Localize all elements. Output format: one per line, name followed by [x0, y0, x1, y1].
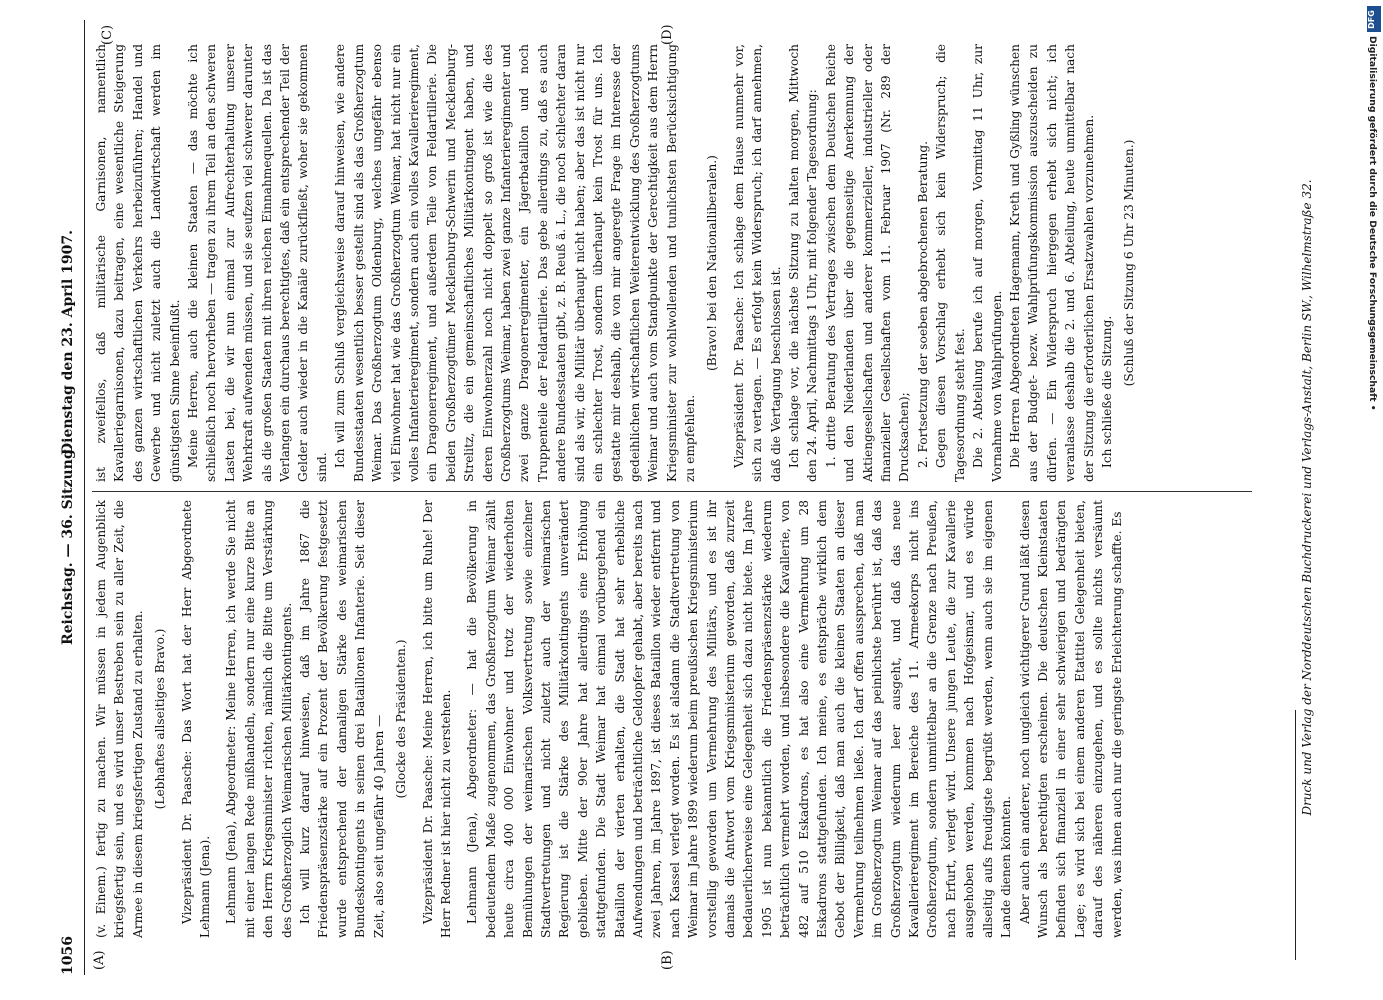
dfg-logo: DFG	[1367, 6, 1381, 32]
paragraph: Ich will zum Schluß vergleichsweise darauf hinweisen, wie andere Bundesstaaten wesentlich besser gestellt sind als das Großherzogtum Weimar. Das Großherzogtum Oldenburg, welches ungefähr ebenso viel Einwohner hat wie das Großherzogtum Weimar, hat nicht nur ein volles Infanterieregiment, sondern auch ein volles Kavallerieregiment, ein Dragonerregiment, und außerdem Teile von Feldartillerie. Die beiden Großherzogtümer Mecklenburg-Schwerin und Mecklenburg-Strelitz, die ein gemeinschaftliches Militärkontingent haben, und deren Einwohnerzahl noch nicht doppelt so groß ist wie die des Großherzogtums Weimar, haben zwei ganze Infanterieregimenter und zwei ganze Dragonerregimenter, ein Jägerbataillon und noch Truppenteile der Feldartillerie. Das gebe allerdings zu, daß es auch andere Bundesstaaten gibt, z. B. Reuß ä. L., die noch schlechter daran sind als wir, die Militär überhaupt nicht haben; aber das ist nicht nur ein schlechter Trost, sondern überhaupt kein Trost für uns. Ich gestatte mir deshalb, die von mir angeregte Frage im Interesse der gedeihlichen wirtschaftlichen Weiterentwicklung des Großherzogtums Weimar und auch vom Standpunkte der Gerechtigkeit aus dem Herrn Kriegsminister zur wohlwollenden und tunlichsten Berücksichtigung zu empfehlen.	[333, 44, 697, 482]
column-divider	[92, 491, 1252, 492]
page-number: 1056	[60, 936, 76, 975]
margin-marker-a: (A)	[92, 950, 107, 970]
paragraph: Vizepräsident Dr. Paasche: Ich schlage dem Hause nunmehr vor, sich zu vertagen. — Es erfolgt kein Widerspruch; ich darf annehmen, daß die Vertagung beschlossen ist.	[731, 44, 783, 482]
paragraph: Vizepräsident Dr. Paasche: Meine Herren, ich bitte um Ruhe! Der Herr Redner ist hier nicht zu verstehen.	[420, 500, 453, 938]
margin-marker-d: (D)	[660, 24, 675, 45]
digitization-note	[1367, 36, 1383, 996]
footer-rule	[1295, 710, 1296, 960]
right-column	[92, 44, 1262, 482]
paragraph: Lehmann (Jena), Abgeordneter: — hat die Bevölkerung in bedeutendem Maße zugenommen, das Großherzogtum Weimar zählt heute circa 400 000 Einwohner und trotz der wiederholten Bemühungen der weimarischen Volksvertretung sowie einzelner Stadtvertretungen und nicht zuletzt auch der weimarischen Regierung ist die Stärke des Militärkontingents unverändert geblieben. Mitte der 90er Jahre hat allerdings eine Erhöhung stattgefunden. Die Stadt Weimar hat einmal vorübergehend ein Bataillon der vierten erhalten, die Stadt hat sehr erhebliche Aufwendungen und beträchtliche Geldopfer gehabt, aber bereits nach zwei Jahren, im Jahre 1897, ist dieses Bataillon wieder entfernt und nach Kassel verlegt worden. Es ist alsdann die Stadtvertretung von Weimar im Jahre 1899 wiederum beim preußischen Kriegsministerium vorstellig geworden um Vermehrung des Militärs, und es ist ihr damals die Antwort vom Kriegsministerium geworden, daß zurzeit bedauerlicherweise eine Gelegenheit sich dazu nicht biete. Im Jahre 1905 ist nun bekanntlich die Friedenspräsenzstärke wiederum beträchtlich vermehrt worden, und insbesondere die Kavallerie, von 482 auf 510 Eskadrons, es hat also eine Vermehrung um 28 Eskadrons stattgefunden. Ich meine, es entspräche wirklich dem Gebot der Billigkeit, daß man auch die kleinen Staaten an dieser Vermehrung teilnehmen ließe. Ich darf offen aussprechen, daß man im Großherzogtum Weimar auf das peinlichste berührt ist, daß das Großherzogtum wiederum leer ausgeht, und daß das neue Kavallerieregiment im Bereiche des 11. Armeekorps nicht ins Großherzogtum, sondern unmittelbar an die Grenze nach Preußen, nach Erfurt, verlegt wird. Unsere jungen Leute, die zur Kavallerie ausgehoben werden, kommen nach Hofgeismar, und es würde allseitig aufs freudigste begrüßt werden, wenn auch sie im eigenen Lande dienen könnten.	[465, 500, 1014, 938]
page-header	[60, 20, 80, 975]
paragraph: Meine Herren, auch die kleinen Staaten — das möchte ich schließlich noch hervorheben — tragen zu ihrem Teil an den schweren Lasten bei, die wir nun einmal zur Aufrechterhaltung unserer Wehrkraft aufwenden müssen, und sie seufzen viel schwerer darunter als die großen Staaten mit ihren reichen Einnahmequellen. Da ist das Verlangen ein durchaus berechtigtes, daß ein entsprechender Teil der Gelder auch wieder in die Kanäle zurückfließt, woher sie gekommen sind.	[186, 44, 329, 482]
paragraph: 2. Fortsetzung der soeben abgebrochenen Beratung.	[915, 140, 930, 468]
paragraph: Die Herren Abgeordneten Hagemann, Kreth und Gyßling wünschen aus der Budget- bezw. Wahlprüfungskommission auszuscheiden zu dürfen. — Ein Widerspruch hiergegen erhebt sich nicht; ich veranlasse deshalb die 2. und 6. Abteilung, heute unmittelbar nach der Sitzung die erforderlichen Ersatzwahlen vorzunehmen.	[1007, 44, 1096, 482]
paragraph: Ich schlage vor, die nächste Sitzung zu halten morgen, Mittwoch den 24. April, Nachmittags 1 Uhr, mit folgender Tagesordnung:	[787, 44, 820, 482]
paragraph: (Glocke des Präsidenten.)	[394, 639, 409, 799]
paragraph: Ich will kurz darauf hinweisen, daß im Jahre 1867 die Friedenspräsenzstärke auf ein Prozent der Bevölkerung festgesetzt wurde entsprechend der damaligen Stärke des weimarischen Bundeskontingents in seinen drei Bataillonen Infanterie. Seit dieser Zeit, also seit ungefähr 40 Jahren —	[298, 500, 386, 938]
imprint-footer: Druck und Verlag der Norddeutschen Buchdruckerei und Verlags-Anstalt, Berlin SW., Wilhelmstraße 32.	[1300, 179, 1314, 816]
margin-marker-b: (B)	[660, 950, 675, 970]
paragraph: Ich schließe die Sitzung.	[1099, 315, 1114, 468]
header-rule	[84, 20, 85, 975]
paragraph: (v. Einem.) fertig zu machen. Wir müssen in jedem Augenblick kriegsfertig sein, und es wird unser Bestreben sein zu aller Zeit, die Armee in diesem kriegsfertigen Zustand zu erhalten.	[94, 500, 145, 938]
paragraph: ist zweifellos, daß militärische Garnisonen, namentlich Kavalleriegarnisonen, dazu beitragen, eine wesentliche Steigerung des ganzen wirtschaftlichen Verkehrs herbeizuführen; Handel und Gewerbe und nicht zuletzt auch die Landwirtschaft werden im günstigsten Sinne beeinflußt.	[94, 44, 182, 482]
paragraph: Aber auch ein anderer, noch ungleich wichtigerer Grund läßt diesen Wunsch als berechtigten erscheinen. Die deutschen Kleinstaaten befinden sich finanziell in einer sehr schwierigen und bedrängten Lage; es wird sich bei einem anderen Etattitel Gelegenheit bieten, darauf des näheren einzugehen, und es sollte nichts versäumt werden, was ihnen auch nur die geringste Erleichterung schaffte. Es	[1017, 500, 1124, 938]
digitization-text: Digitalisierung gefördert durch die Deutsche Forschungsgemeinschaft •	[1367, 36, 1378, 411]
paragraph: Die 2. Abteilung berufe ich auf morgen, Vormittag 11 Uhr, zur Vornahme von Wahlprüfungen.	[971, 44, 1004, 482]
paragraph: Gegen diesen Vorschlag erhebt sich kein Widerspruch; die Tagesordnung steht fest.	[934, 44, 967, 482]
session-date: Dienstag den 23. April 1907.	[60, 230, 76, 455]
paragraph: Vizepräsident Dr. Paasche: Das Wort hat der Herr Abgeordnete Lehmann (Jena).	[179, 500, 213, 938]
paragraph: Lehmann (Jena), Abgeordneter: Meine Herren, ich werde Sie nicht mit einer langen Rede mißhandeln, sondern nur eine kurze Bitte an den Herrn Kriegsminister richten, nämlich die Bitte um Verstärkung des Großherzoglich Weimarischen Militärkontingents.	[224, 500, 294, 938]
margin-marker-c: (C)	[100, 24, 115, 45]
paragraph: (Lebhaftes allseitiges Bravo.)	[153, 628, 168, 810]
paragraph: (Schluß der Sitzung 6 Uhr 23 Minuten.)	[1122, 139, 1137, 387]
session-title: Reichstag. — 36. Sitzung.	[60, 444, 76, 645]
paragraph: 1. dritte Beratung des Vertrages zwischen dem Deutschen Reiche und den Niederlanden über die gegenseitige Anerkennung der Aktiengesellschaften und anderer kommerzieller, industrieller oder finanzieller Gesellschaften vom 11. Februar 1907 (Nr. 289 der Drucksachen);	[823, 44, 912, 482]
paragraph: (Bravo! bei den Nationalliberalen.)	[705, 155, 720, 371]
left-column	[92, 500, 1262, 938]
